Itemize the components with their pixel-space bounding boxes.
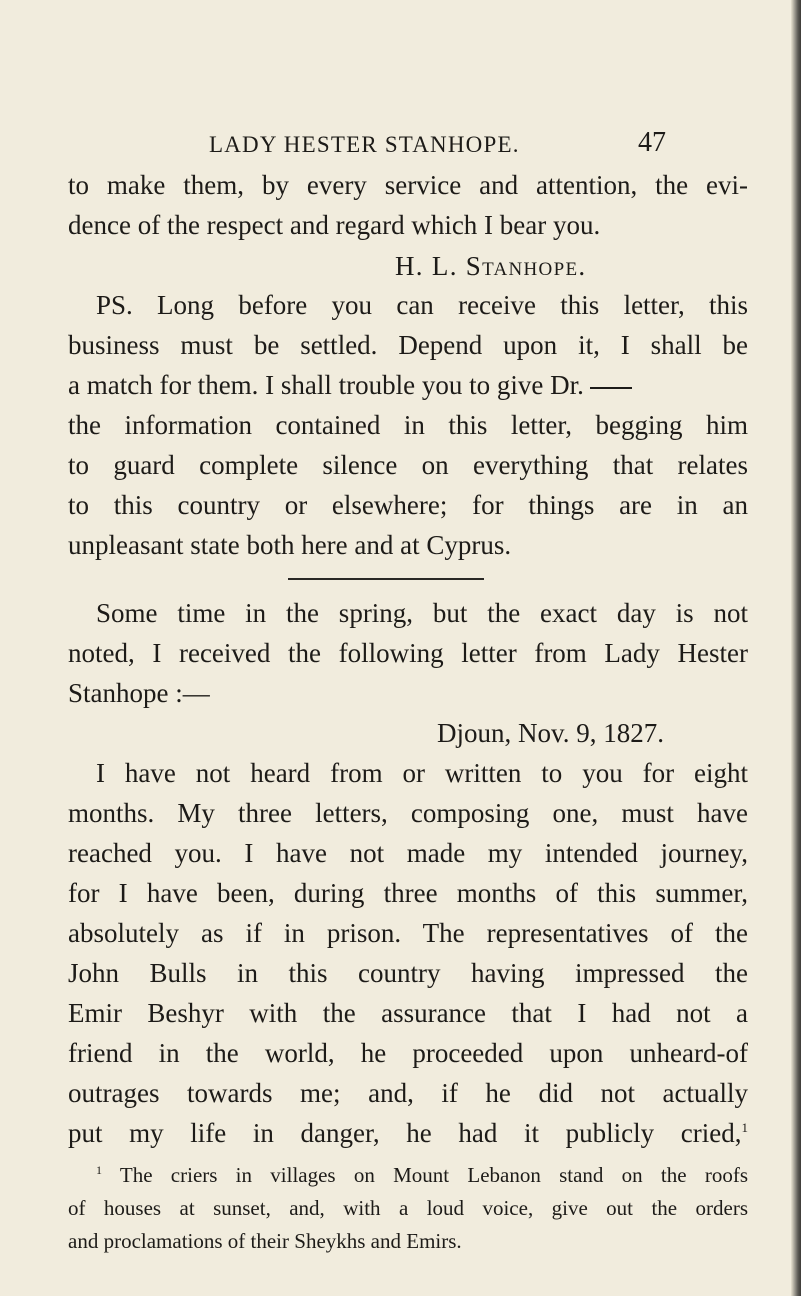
text-line: for I have been, during three months of this summer, (68, 878, 748, 908)
text-line: unpleasant state both here and at Cyprus. (68, 530, 512, 560)
dateline: Djoun, Nov. 9, 1827. (437, 718, 664, 748)
text-line: months. My three letters, composing one, must have (68, 798, 748, 828)
text-line (68, 367, 748, 403)
running-head: LADY HESTER STANHOPE. (209, 132, 520, 157)
text-line (68, 1115, 748, 1151)
signature: H. L. Stanhope. (395, 251, 587, 281)
section-rule (288, 578, 484, 580)
text-line: Some time in the spring, but the exact day is not (96, 598, 748, 628)
text-line: noted, I received the following letter from Lady Hester (68, 638, 748, 668)
text-line: reached you. I have not made my intended journey, (68, 838, 748, 868)
page-header (0, 127, 801, 161)
text-line: business must be settled. Depend upon it, I shall be (68, 330, 748, 360)
text-line: John Bulls in this country having impressed the (68, 958, 748, 988)
footnote-line (96, 1160, 748, 1191)
text-line: Emir Beshyr with the assurance that I had not a (68, 998, 748, 1028)
text-line: to make them, by every service and attention, the evi- (68, 170, 748, 200)
page-edge-shadow (791, 0, 801, 1296)
text-line: outrages towards me; and, if he did not actually (68, 1078, 748, 1108)
text-line: to guard complete silence on everything that relates (68, 450, 748, 480)
name-dash (590, 387, 632, 389)
footnote-line: of houses at sunset, and, with a loud voice, give out the orders (68, 1196, 748, 1220)
footnote-line: and proclamations of their Sheykhs and Emirs. (68, 1229, 462, 1253)
text-line: friend in the world, he proceeded upon unheard-of (68, 1038, 748, 1068)
footnote-marker: 1 (96, 1163, 102, 1177)
text-line: to this country or elsewhere; for things are in an (68, 490, 748, 520)
footnote-text: The criers in villages on Mount Lebanon stand on the roofs (119, 1163, 749, 1187)
text-line: absolutely as if in prison. The representatives of the (68, 918, 748, 948)
text-line: I have not heard from or written to you for eight (96, 758, 748, 788)
text-line: dence of the respect and regard which I bear you. (68, 210, 601, 240)
text-line: Stanhope :— (68, 678, 210, 708)
text-span: a match for them. I shall trouble you to give Dr. (68, 370, 584, 400)
page-number: 47 (638, 127, 666, 158)
text-line: the information contained in this letter, begging him (68, 410, 748, 440)
text-line: PS. Long before you can receive this letter, this (96, 290, 748, 320)
footnote-reference: 1 (741, 1120, 748, 1135)
text-span: put my life in danger, he had it publicly cried, (68, 1118, 742, 1148)
